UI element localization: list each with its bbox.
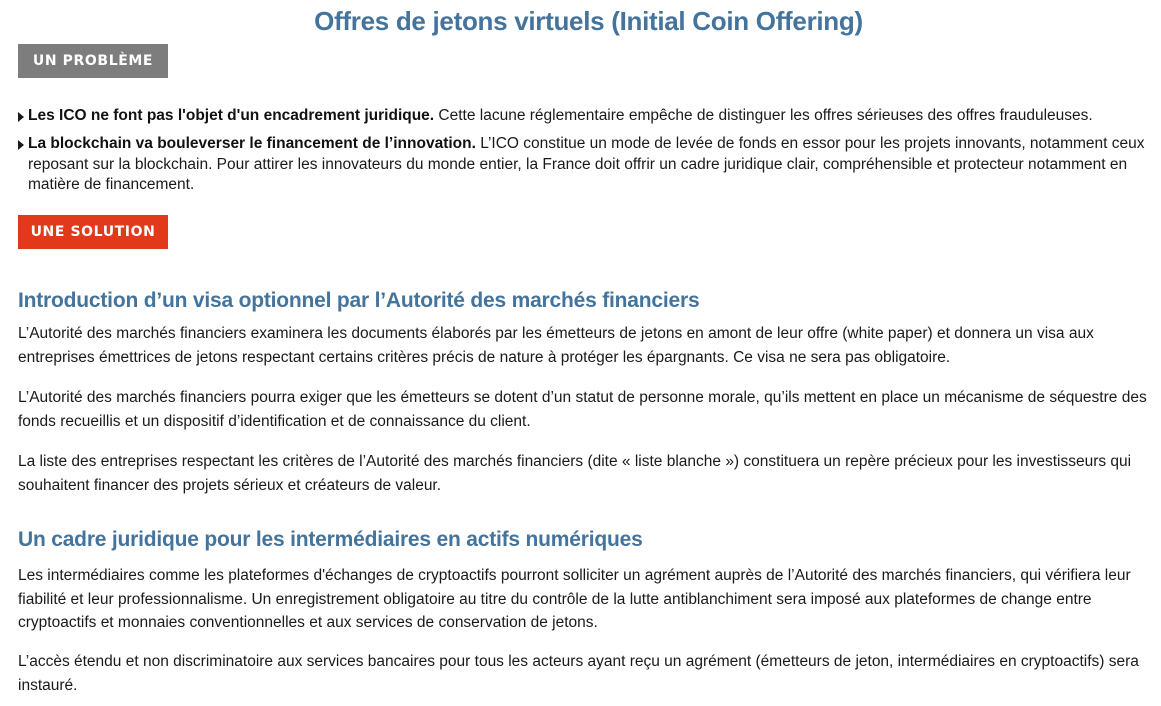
paragraph: La liste des entreprises respectant les critères de l’Autorité des marchés financiers (dite « liste blanche ») constituera un repère précieux pour les investisseurs qui souhaitent financer des projets sérieux et créateurs de valeur. [18,453,1132,494]
solution-tag: UNE SOLUTION [18,215,168,249]
problem-item-lead: La blockchain va bouleverser le financement de l’innovation. [28,135,476,152]
section-heading-visa: Introduction d’un visa optionnel par l’Autorité des marchés financiers [18,289,700,312]
triangle-right-icon [18,112,24,122]
paragraph: L’Autorité des marchés financiers examinera les documents élaborés par les émetteurs de jetons en amont de leur offre (white paper) et donnera un visa aux entreprises émettrices de jetons respectant certains critères précis de nature à protéger les épargnants. Ce visa ne sera pas obligatoire. [18,325,1094,366]
problem-item-text: L’ICO constitue un mode de levée de fonds en essor pour les projets innovants, notamment ceux reposant sur la blockchain. Pour attirer les innovateurs du monde entier, la France doit offrir un cadre juridique clair, compréhensible et protecteur notamment en matière de financement. [28,135,1145,193]
problem-item-text: Cette lacune réglementaire empêche de distinguer les offres sérieuses des offres frauduleuses. [434,107,1093,124]
paragraph: Les intermédiaires comme les plateformes d'échanges de cryptoactifs pourront solliciter un agrément auprès de l’Autorité des marchés financiers, qui vérifiera leur fiabilité et leur professionnalisme. Un enregistrement obligatoire au titre du contrôle de la lutte antiblanchiment sera imposé aux plateformes de change entre cryptoactifs et monnaies conventionnelles et aux services de conservation de jetons. [18,567,1131,631]
page-title: Offres de jetons virtuels (Initial Coin Offering) [314,6,863,36]
problem-item-lead: Les ICO ne font pas l'objet d'un encadrement juridique. [28,107,435,124]
paragraph: L’accès étendu et non discriminatoire aux services bancaires pour tous les acteurs ayant reçu un agrément (émetteurs de jeton, intermédiaires en cryptoactifs) sera instauré. [18,653,1139,694]
problem-item [18,134,1158,196]
problem-tag: UN PROBLÈME [18,44,168,78]
triangle-right-icon [18,140,24,150]
section-heading-intermediaries: Un cadre juridique pour les intermédiaires en actifs numériques [18,528,643,551]
paragraph: L’Autorité des marchés financiers pourra exiger que les émetteurs se dotent d’un statut de personne morale, qu’ils mettent en place un mécanisme de séquestre des fonds recueillis et un dispositif d’identification et de connaissance du client. [18,389,1147,430]
problem-item [18,106,1158,127]
